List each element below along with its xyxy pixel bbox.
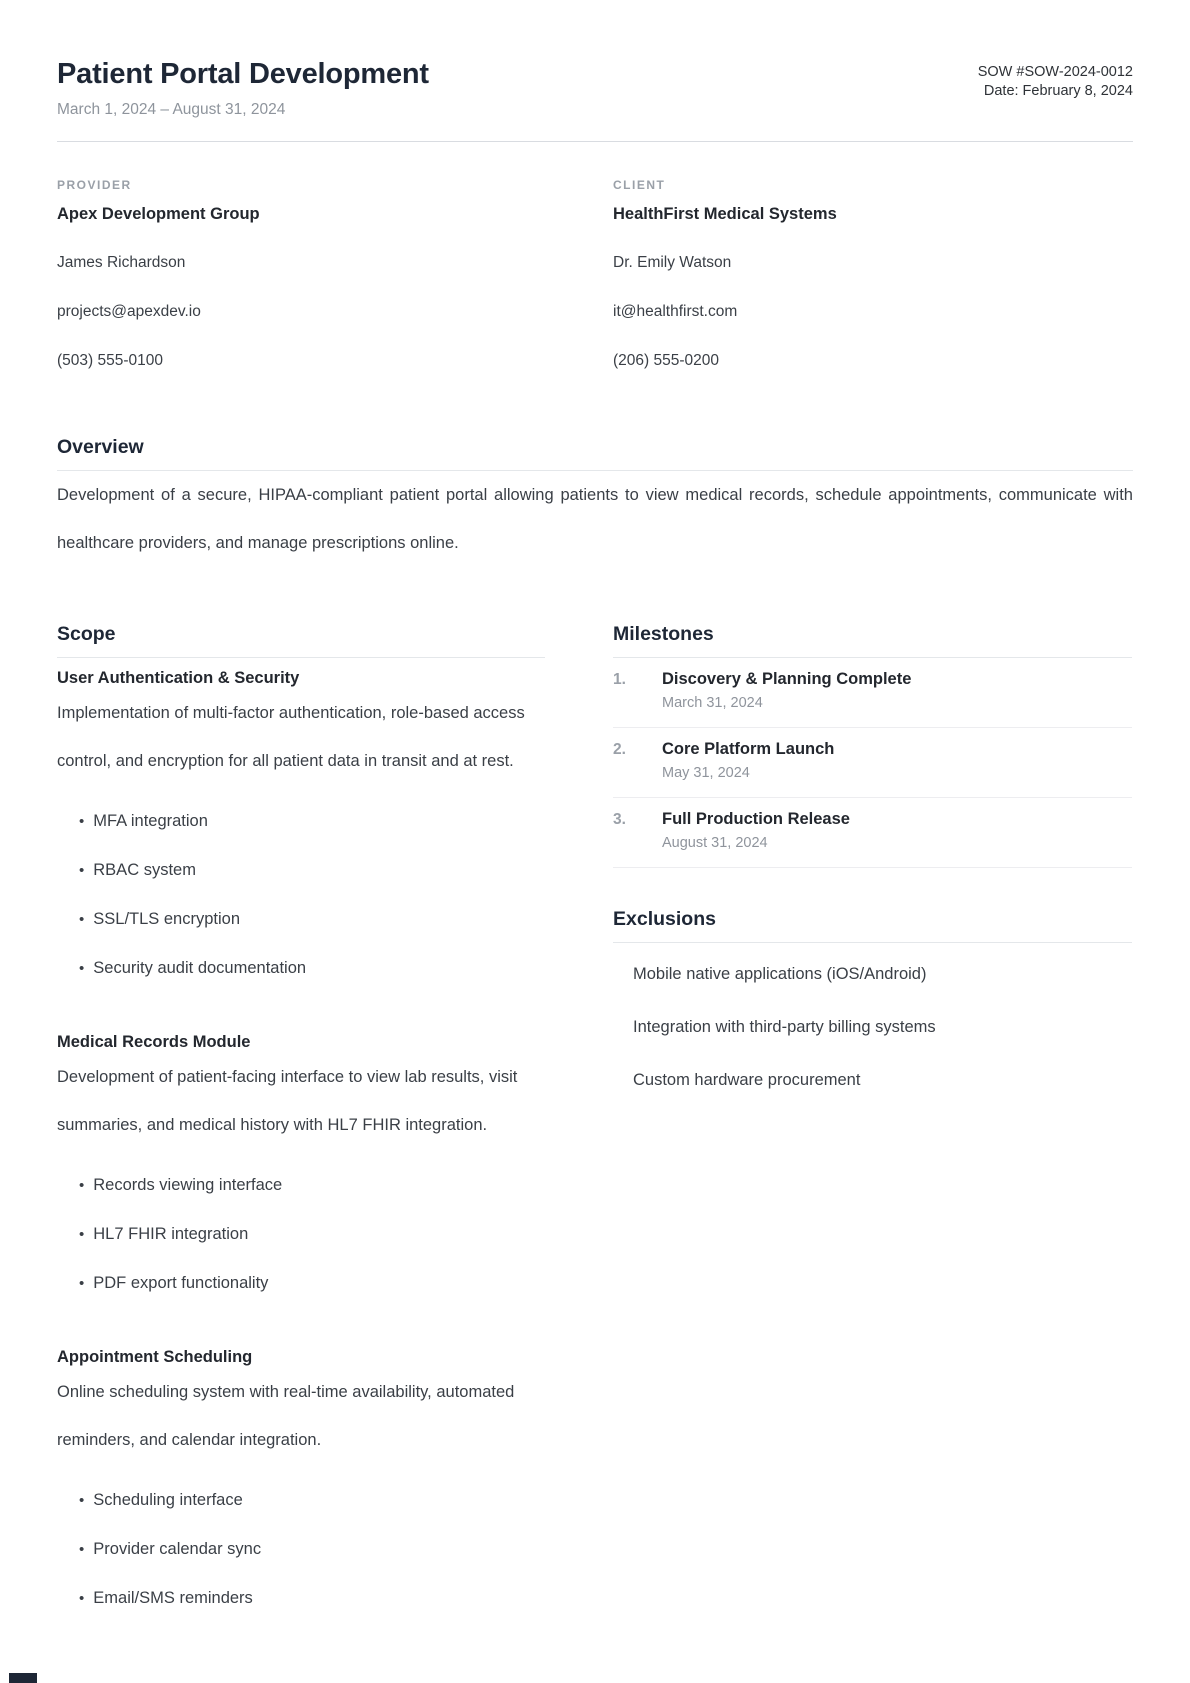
scope-bullet: • Security audit documentation <box>79 944 545 993</box>
exclusions-section <box>613 908 1132 1107</box>
scope-bullet-list <box>57 797 545 993</box>
scope-item-user-authentication <box>57 667 545 993</box>
client-name: HealthFirst Medical Systems <box>613 205 837 223</box>
milestone-row <box>613 798 1132 868</box>
scope-item-description: Development of patient-facing interface to view lab results, visit summaries, and medical history with HL7 FHIR integration. <box>57 1068 518 1134</box>
provider-contact: James Richardson <box>57 254 186 271</box>
scope-bullet-list <box>57 1161 545 1308</box>
project-date-range: March 1, 2024 – August 31, 2024 <box>57 101 286 118</box>
cut-off-next-section-edge <box>9 1673 37 1683</box>
provider-label: PROVIDER <box>57 178 132 192</box>
scope-bullet: • SSL/TLS encryption <box>79 895 545 944</box>
milestone-row <box>613 658 1132 728</box>
milestone-row <box>613 728 1132 798</box>
provider-name: Apex Development Group <box>57 205 260 223</box>
overview-section <box>57 436 1133 567</box>
client-block <box>613 178 1132 385</box>
scope-heading: Scope <box>57 623 545 658</box>
provider-block <box>57 178 545 385</box>
scope-section <box>57 623 545 1623</box>
provider-email: projects@apexdev.io <box>57 303 201 320</box>
milestone-title: Core Platform Launch <box>662 740 835 758</box>
exclusion-item: Custom hardware procurement <box>633 1071 861 1089</box>
sow-meta-block <box>978 58 1133 101</box>
header-divider <box>57 141 1133 142</box>
exclusion-item: Mobile native applications (iOS/Android) <box>633 965 927 983</box>
title-block <box>57 58 429 119</box>
milestone-date: August 31, 2024 <box>662 835 768 851</box>
milestones-section <box>613 623 1132 868</box>
milestone-number: 3. <box>613 811 626 828</box>
scope-item-title: Medical Records Module <box>57 1033 251 1051</box>
overview-text: Development of a secure, HIPAA-compliant patient portal allowing patients to view medical records, schedule appointments, communicate with healthcare providers, and manage prescriptions online. <box>57 486 1133 552</box>
client-contact-rows <box>613 238 1132 385</box>
scope-item-appointment-scheduling <box>57 1346 545 1623</box>
sow-number: SOW #SOW-2024-0012 <box>977 64 1133 80</box>
scope-item-title: Appointment Scheduling <box>57 1348 253 1366</box>
milestone-title: Discovery & Planning Complete <box>662 670 912 688</box>
scope-item-title: User Authentication & Security <box>57 669 300 687</box>
scope-bullet-list <box>57 1476 545 1623</box>
exclusion-item: Integration with third-party billing systems <box>633 1018 936 1036</box>
milestone-body <box>662 740 834 781</box>
client-email: it@healthfirst.com <box>613 303 738 320</box>
provider-phone: (503) 555-0100 <box>57 352 163 369</box>
milestone-body <box>662 670 911 711</box>
milestone-date: March 31, 2024 <box>662 695 763 711</box>
scope-bullet: • Scheduling interface <box>79 1476 545 1525</box>
scope-item-description: Implementation of multi-factor authentication, role-based access control, and encryption for all patient data in transit and at rest. <box>57 704 525 770</box>
milestone-number: 2. <box>613 741 626 758</box>
scope-bullet: • Email/SMS reminders <box>79 1574 545 1623</box>
scope-item-medical-records <box>57 1031 545 1308</box>
exclusions-list <box>613 948 1132 1107</box>
client-label: CLIENT <box>613 178 666 192</box>
scope-bullet: • RBAC system <box>79 846 545 895</box>
scope-bullet: • Provider calendar sync <box>79 1525 545 1574</box>
main-columns <box>57 623 1133 1623</box>
milestone-body <box>662 810 850 851</box>
scope-bullet: • Records viewing interface <box>79 1161 545 1210</box>
document-header <box>57 58 1133 119</box>
client-phone: (206) 555-0200 <box>613 352 719 369</box>
milestone-title: Full Production Release <box>662 810 850 828</box>
scope-bullet: • MFA integration <box>79 797 545 846</box>
sow-date: Date: February 8, 2024 <box>983 83 1133 99</box>
exclusions-heading: Exclusions <box>613 908 1132 943</box>
overview-heading: Overview <box>57 436 1133 471</box>
parties-section <box>57 178 1133 385</box>
scope-item-description: Online scheduling system with real-time availability, automated reminders, and calendar integration. <box>57 1383 515 1449</box>
milestone-date: May 31, 2024 <box>662 765 750 781</box>
page-title: Patient Portal Development <box>57 58 429 90</box>
provider-contact-rows <box>57 238 545 385</box>
milestones-heading: Milestones <box>613 623 1132 658</box>
right-column <box>613 623 1132 1107</box>
milestone-number: 1. <box>613 671 626 688</box>
scope-bullet: • PDF export functionality <box>79 1259 545 1308</box>
scope-bullet: • HL7 FHIR integration <box>79 1210 545 1259</box>
client-contact: Dr. Emily Watson <box>613 254 732 271</box>
